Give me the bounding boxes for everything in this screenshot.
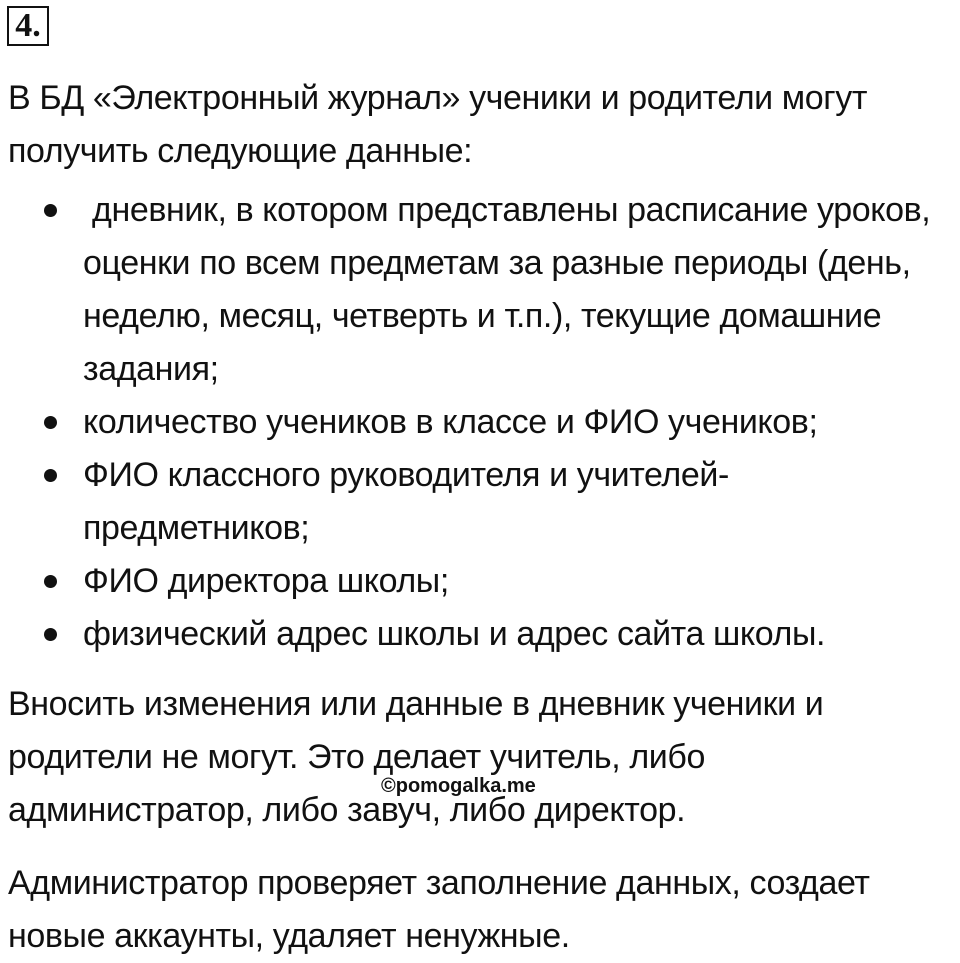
- bullet-dot-icon: [44, 628, 57, 641]
- list-item-line: ФИО классного руководителя и учителей-: [83, 456, 729, 494]
- list-item-line: количество учеников в классе и ФИО учеников;: [83, 403, 818, 441]
- list-item: [0, 449, 930, 555]
- intro-line: получить следующие данные:: [8, 132, 473, 170]
- list-item-line: дневник, в котором представлены расписание уроков,: [83, 191, 931, 229]
- paragraph-line: администратор, либо завуч, либо директор.: [8, 791, 686, 829]
- paragraph-administrator: [8, 857, 870, 963]
- list-item-line: физический адрес школы и адрес сайта школы.: [83, 615, 826, 653]
- paragraph-edit-rights: [8, 678, 823, 837]
- paragraph-line: Вносить изменения или данные в дневник ученики и: [8, 685, 824, 723]
- watermark: ©pomogalka.me: [381, 775, 536, 797]
- task-number-box: 4.: [7, 6, 49, 46]
- list-item: [0, 396, 930, 449]
- paragraph-line: Администратор проверяет заполнение данных, создает: [8, 864, 870, 902]
- list-item-line: неделю, месяц, четверть и т.п.), текущие домашние: [83, 297, 882, 335]
- list-item: [0, 555, 930, 608]
- list-item-line: ФИО директора школы;: [83, 562, 449, 600]
- list-item-line: оценки по всем предметам за разные периоды (день,: [83, 244, 911, 282]
- list-item-line: предметников;: [83, 509, 310, 547]
- paragraph-line: родители не могут. Это делает учитель, либо: [8, 738, 705, 776]
- list-item-line: задания;: [83, 350, 219, 388]
- list-item: [0, 184, 930, 396]
- paragraph-line: новые аккаунты, удаляет ненужные.: [8, 917, 570, 955]
- bullet-dot-icon: [44, 204, 57, 217]
- bullet-dot-icon: [44, 416, 57, 429]
- bullet-dot-icon: [44, 469, 57, 482]
- list-item: [0, 608, 930, 661]
- intro-paragraph: [8, 72, 867, 178]
- bullet-dot-icon: [44, 575, 57, 588]
- intro-line: В БД «Электронный журнал» ученики и родители могут: [8, 79, 868, 117]
- bullet-list: [0, 184, 930, 661]
